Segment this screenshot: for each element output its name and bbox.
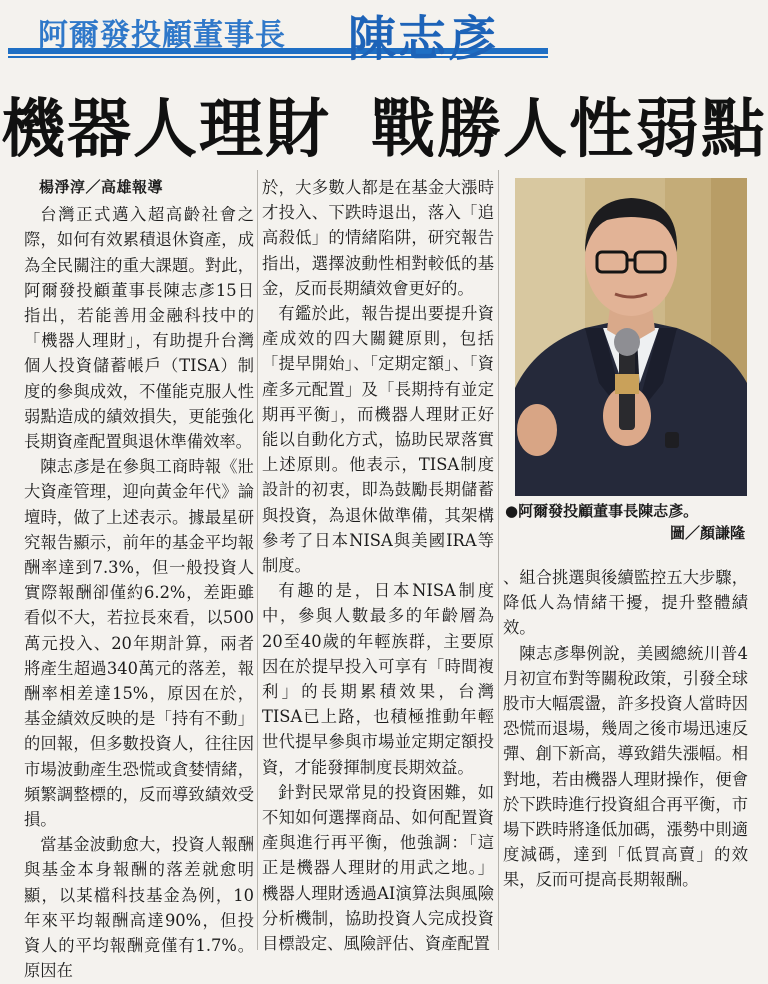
caption-text: ●阿爾發投顧董事長陳志彥。 <box>505 502 699 520</box>
paragraph: 陳志彥舉例說，美國總統川普4月初宣布對等關稅政策，引發全球股市大幅震盪，許多投資人當時因恐慌而退場，幾周之後市場迅速反彈、創下新高，導致錯失漲幅。相對地，若由機器人理財操作，便會於下跌時進行投資組合再平衡，市場下跌時將逢低加碼，漲勢中則適度減碼，達到「低買高賣」的效果，反而可提高長期報酬。 <box>503 643 748 890</box>
paragraph: 、組合挑選與後續監控五大步驟，降低人為情緒干擾，提升整體績效。 <box>503 568 748 638</box>
byline: 楊淨淳／高雄報導 <box>39 178 164 196</box>
portrait-illustration <box>515 178 747 496</box>
paragraph: 有趣的是，日本NISA制度中，參與人數最多的年齡層為20至40歲的年輕族群，主要原因在於提早投入可享有「時間複利」的長期累積效果，台灣TISA已上路，也積極推動年輕世代提早參與市場並定期定額投資，才能發揮制度長期效益。 <box>262 581 494 777</box>
banner-name: 陳志彥 <box>348 11 499 67</box>
photo-caption <box>505 500 753 544</box>
headline-part-1: 機器人理財 <box>1 93 331 167</box>
paragraph: 陳志彥是在參與工商時報《壯大資產管理，迎向黃金年代》論壇時，做了上述表示。據最星研究報告顯示，前年的基金平均報酬率達到7.3%，但一般投資人實際報酬卻僅約6.2%，差距雖看似不大，若拉長來看，以500萬元投入、20年期計算，兩者將產生超過340萬元的落差，報酬率相差達15%，原因在於，基金績效反映的是「持有不動」的回報，但多數投資人，往往因市場波動產生恐慌或貪婪情緒，頻繁調整標的，反而導致績效受損。 <box>24 457 254 830</box>
article-column-3 <box>503 565 748 893</box>
photo-credit: 圖／顏謙隆 <box>669 524 745 542</box>
header-banner <box>8 2 548 67</box>
headline <box>0 78 768 170</box>
portrait-photo <box>515 178 747 496</box>
article-column-2 <box>262 175 494 956</box>
paragraph: 有鑑於此，報告提出要提升資產成效的四大關鍵原則，包括「提早開始」、「定期定額」、「資產多元配置」及「長期持有並定期再平衡」，而機器人理財正好能以自動化方式，協助民眾落實上述原則。他表示，TISA制度設計的初衷，即為鼓勵長期儲蓄與投資，為退休做準備，其架構參考了日本NISA與美國IRA等制度。 <box>262 304 494 576</box>
headline-part-2: 戰勝人性弱點 <box>371 93 767 167</box>
column-divider <box>498 170 499 950</box>
banner-subhead: 阿爾發投顧董事長 <box>38 18 286 53</box>
paragraph: 針對民眾常見的投資困難，如不知如何選擇商品、如何配置資產與進行再平衡，他強調：「這正是機器人理財的用武之地。」機器人理財透過AI演算法與風險分析機制，協助投資人完成投資目標設定、風險評估、資產配置 <box>262 782 494 954</box>
paragraph: 台灣正式邁入超高齡社會之際，如何有效累積退休資產，成為全民關注的重大課題。對此，阿爾發投顧董事長陳志彥15日指出，若能善用金融科技中的「機器人理財」，有助提升台灣個人投資儲蓄帳戶（TISA）制度的參與成效，不僅能克服人性弱點造成的績效損失，更能強化長期資產配置與退休準備效率。 <box>24 205 254 452</box>
column-divider <box>257 170 258 950</box>
article-column-1 <box>24 175 254 984</box>
paragraph: 當基金波動愈大，投資人報酬與基金本身報酬的落差就愈明顯，以某檔科技基金為例，10年來平均報酬高達90%，但投資人的平均報酬竟僅有1.7%。原因在 <box>24 835 254 981</box>
paragraph: 於，大多數人都是在基金大漲時才投入、下跌時退出，落入「追高殺低」的情緒陷阱，研究報告指出，選擇波動性相對較低的基金，反而長期績效會更好的。 <box>262 178 494 298</box>
